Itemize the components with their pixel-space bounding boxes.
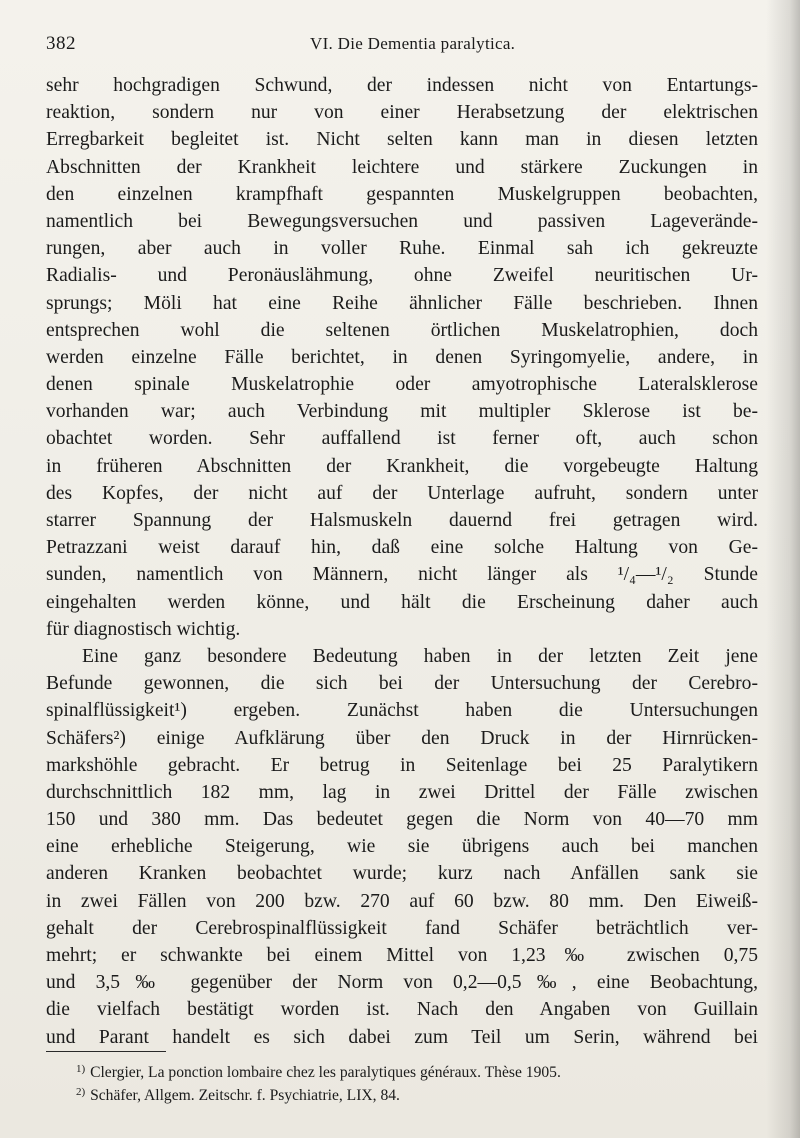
text-line: und Parant handelt es sich dabei zum Teil um Serin, während bei	[46, 1026, 758, 1048]
text-line: namentlich bei Bewegungsversuchen und passiven Lageverände-	[46, 210, 758, 232]
text-line: mehrt; er schwankte bei einem Mittel von 1,23‰ zwischen 0,75	[46, 945, 758, 966]
text-line: starrer Spannung der Halsmuskeln dauernd frei getragen wird.	[46, 510, 758, 531]
text-line: anderen Kranken beobachtet wurde; kurz nach Anfällen sank sie	[46, 863, 758, 885]
footnote-2	[76, 1081, 766, 1104]
paragraph-start-line: Eine ganz besondere Bedeutung haben in der letzten Zeit jene	[82, 645, 758, 667]
page-header	[46, 33, 758, 59]
running-head: VI. Die Dementia paralytica.	[310, 34, 516, 53]
text-line: reaktion, sondern nur von einer Herabsetzung der elektrischen	[46, 102, 758, 124]
footnote-divider	[46, 1051, 166, 1052]
text-line: spinalflüssigkeit¹) ergeben. Zunächst haben die Untersuchungen	[46, 700, 758, 722]
text-line: Radialis- und Peronäuslähmung, ohne Zweifel neuritischen Ur-	[46, 265, 758, 287]
text-line: in zwei Fällen von 200 bzw. 270 auf 60 bzw. 80 mm. Den Eiweiß-	[46, 890, 758, 912]
text-line: gehalt der Cerebrospinalflüssigkeit fand Schäfer beträchtlich ver-	[46, 917, 758, 939]
paragraph-end-line: für diagnostisch wichtig.	[46, 618, 241, 640]
text-line: sehr hochgradigen Schwund, der indessen nicht von Entartungs-	[46, 75, 758, 96]
footnote-text: Schäfer, Allgem. Zeitschr. f. Psychiatrie, LIX, 84.	[90, 1087, 400, 1104]
text-line: entsprechen wohl die seltenen örtlichen Muskelatrophien, doch	[46, 319, 758, 341]
page-number: 382	[46, 33, 76, 54]
text-line: die vielfach bestätigt worden ist. Nach den Angaben von Guillain	[46, 999, 758, 1021]
text-line: des Kopfes, der nicht auf der Unterlage aufruht, sondern unter	[46, 482, 758, 504]
text-line: denen spinale Muskelatrophie oder amyotrophische Lateralsklerose	[46, 374, 758, 396]
text-line: obachtet worden. Sehr auffallend ist ferner oft, auch schon	[46, 428, 758, 450]
text-line: Befunde gewonnen, die sich bei der Untersuchung der Cerebro-	[46, 673, 758, 695]
text-line: sprungs; Möli hat eine Reihe ähnlicher Fälle beschrieben. Ihnen	[46, 292, 758, 314]
text-line: Erregbarkeit begleitet ist. Nicht selten kann man in diesen letzten	[46, 129, 758, 151]
text-line: eine erhebliche Steigerung, wie sie übrigens auch bei manchen	[46, 836, 758, 858]
text-line: Abschnitten der Krankheit leichtere und stärkere Zuckungen in	[46, 156, 758, 178]
footnote-mark: 1)	[76, 1063, 86, 1075]
text-line: in früheren Abschnitten der Krankheit, die vorgebeugte Haltung	[46, 455, 758, 477]
text-line: Petrazzani weist darauf hin, daß eine solche Haltung von Ge-	[46, 537, 758, 559]
body-text	[46, 72, 758, 1051]
text-line: durchschnittlich 182 mm, lag in zwei Drittel der Fälle zwischen	[46, 781, 758, 803]
text-line: eingehalten werden könne, und hält die Erscheinung daher auch	[46, 591, 758, 613]
text-line: den einzelnen krampfhaft gespannten Muskelgruppen beobachten,	[46, 183, 758, 205]
text-line: rungen, aber auch in voller Ruhe. Einmal sah ich gekreuzte	[46, 238, 758, 260]
footnote-1	[76, 1058, 766, 1081]
footnote-text: Clergier, La ponction lombaire chez les paralytiques généraux. Thèse 1905.	[90, 1064, 561, 1081]
text-line: markshöhle gebracht. Er betrug in Seitenlage bei 25 Paralytikern	[46, 754, 758, 776]
footnotes	[76, 1058, 766, 1104]
text-line: und 3,5‰ gegenüber der Norm von 0,2—0,5‰, eine Beobachtung,	[46, 972, 758, 994]
text-line: sunden, namentlich von Männern, nicht länger als ¹/₄—¹/₂ Stunde	[46, 564, 758, 586]
text-line: 150 und 380 mm. Das bedeutet gegen die Norm von 40—70 mm	[46, 809, 758, 831]
text-line: werden einzelne Fälle berichtet, in denen Syringomyelie, andere, in	[46, 346, 758, 368]
text-line: vorhanden war; auch Verbindung mit multipler Sklerose ist be-	[46, 401, 758, 423]
page-edge-shadow	[766, 0, 800, 1138]
text-line: Schäfers²) einige Aufklärung über den Druck in der Hirnrücken-	[46, 727, 758, 749]
footnote-mark: 2)	[76, 1086, 86, 1098]
